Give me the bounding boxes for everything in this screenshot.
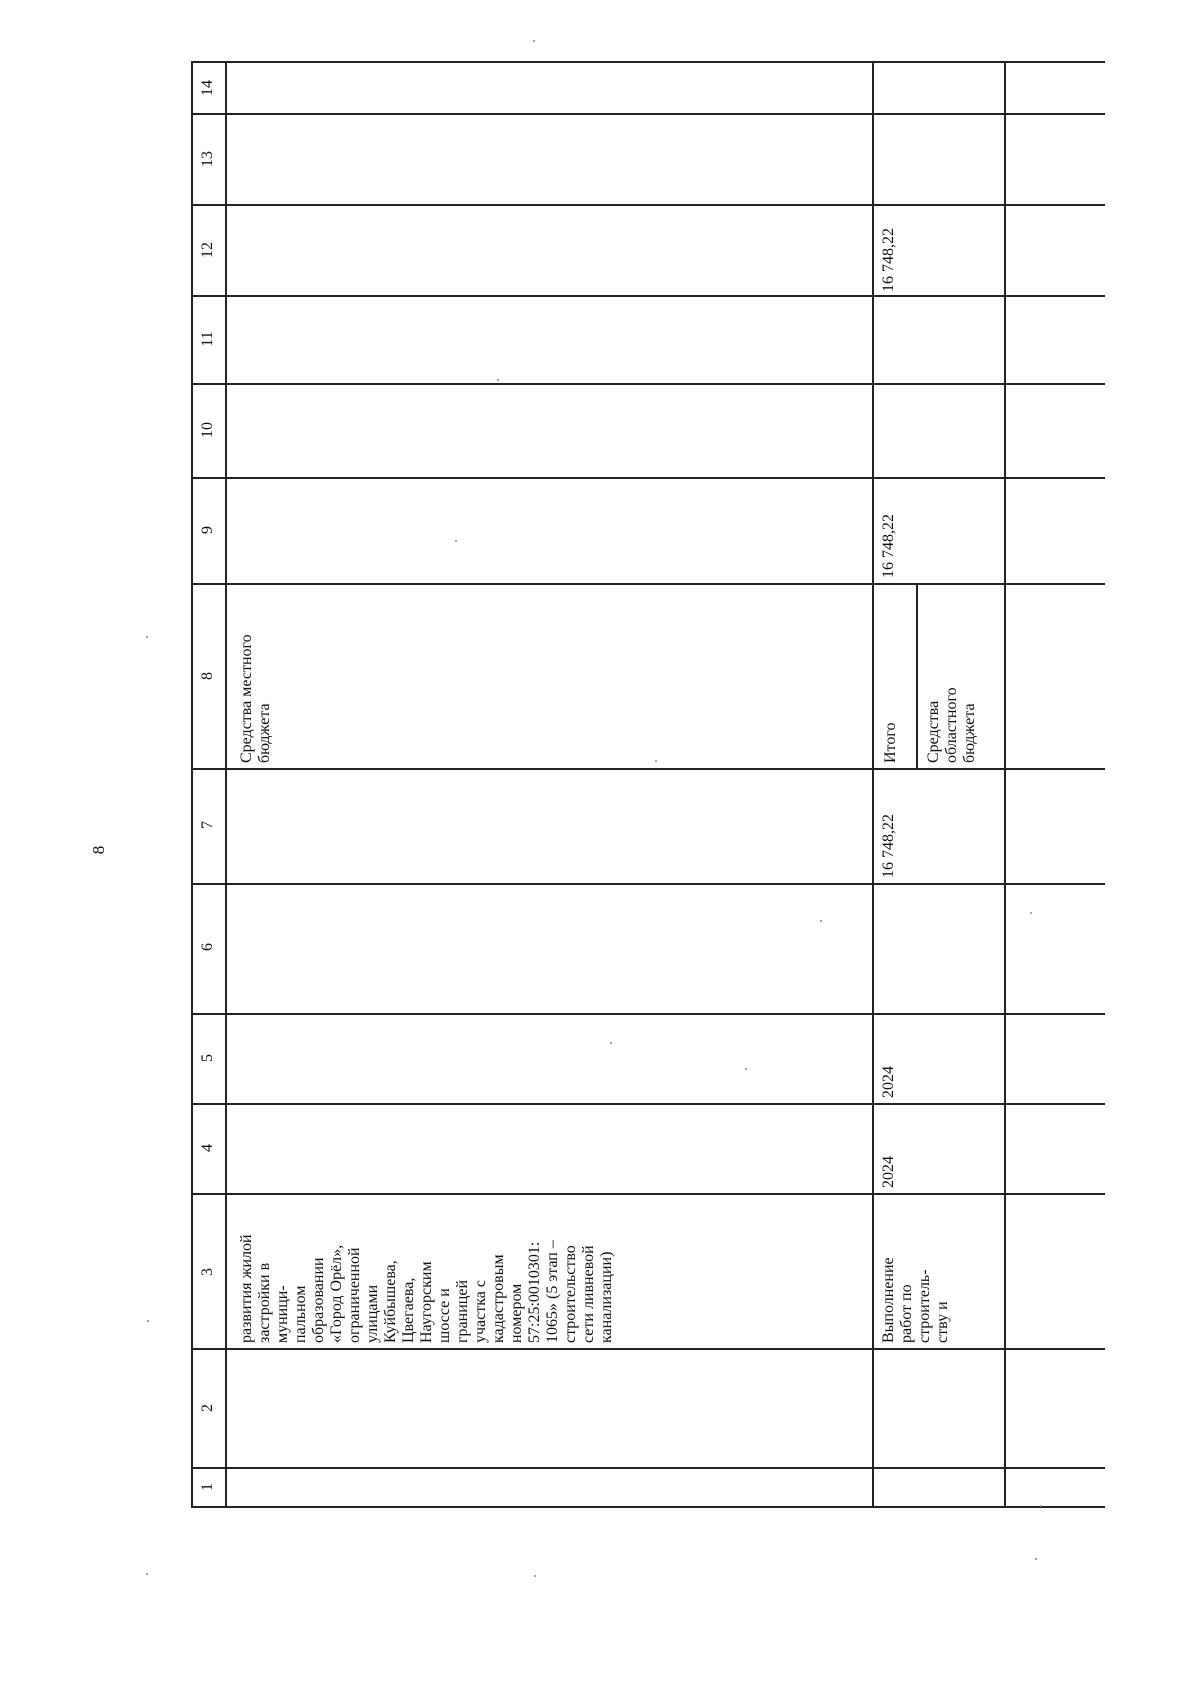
column-number-12: 12 bbox=[199, 242, 216, 258]
row-b-col4-year: 2024 bbox=[880, 1156, 897, 1188]
scan-speck bbox=[533, 40, 535, 42]
scan-speck bbox=[146, 636, 148, 638]
column-number-2: 2 bbox=[199, 1404, 216, 1412]
row-b-col7-amount: 16 748,22 bbox=[880, 814, 897, 878]
table-border-left bbox=[191, 61, 193, 1507]
scan-speck bbox=[497, 379, 499, 381]
row-a-col3-description: развития жилой застройки в муници- пальном образовании «Город Орёл», ограниченной улицами Куйбышева, Цвегаева, Наугорским шоссе и границей участка с кадастровым номером 57:25:0010301: 1065» (5 этап – строительство сети ливневой канализации) bbox=[238, 1234, 615, 1343]
scan-speck bbox=[1030, 912, 1032, 914]
column-number-1: 1 bbox=[199, 1483, 216, 1491]
row-divider bbox=[872, 61, 874, 1507]
table-divider bbox=[191, 1348, 1105, 1350]
scan-speck bbox=[534, 1575, 536, 1577]
table-border-top bbox=[191, 61, 1105, 63]
column-number-10: 10 bbox=[199, 422, 216, 438]
table-divider bbox=[191, 1467, 1105, 1469]
table-divider bbox=[191, 113, 1105, 115]
scan-speck bbox=[455, 540, 457, 542]
scan-speck bbox=[146, 1573, 148, 1575]
column-number-9: 9 bbox=[199, 526, 216, 534]
table-divider bbox=[191, 295, 1105, 297]
row-b-col8-divider bbox=[916, 583, 918, 768]
table-divider bbox=[191, 1013, 1105, 1015]
scan-speck bbox=[610, 1042, 612, 1044]
table-divider bbox=[191, 583, 1105, 585]
table-divider bbox=[191, 477, 1105, 479]
page-number: 8 bbox=[89, 845, 108, 855]
table-divider bbox=[191, 883, 1105, 885]
scan-speck bbox=[655, 760, 657, 762]
table-divider bbox=[191, 768, 1105, 770]
scan-speck bbox=[147, 1320, 149, 1322]
column-number-5: 5 bbox=[199, 1054, 216, 1062]
column-number-8: 8 bbox=[199, 672, 216, 680]
column-number-11: 11 bbox=[199, 331, 216, 347]
header-row-divider bbox=[225, 61, 227, 1507]
row-b-col3-description: Выполнение работ по строитель- ству и bbox=[880, 1257, 951, 1343]
row-b-col8-regional-budget: Средства областного бюджета bbox=[925, 687, 978, 763]
column-number-4: 4 bbox=[199, 1144, 216, 1152]
column-number-13: 13 bbox=[199, 151, 216, 167]
scan-speck bbox=[820, 920, 822, 922]
row-a-col8-funding-source: Средства местного бюджета bbox=[238, 634, 273, 763]
table-divider bbox=[191, 204, 1105, 206]
row-b-col5-year: 2024 bbox=[880, 1066, 897, 1098]
table-divider bbox=[191, 1103, 1105, 1105]
table-border-bottom bbox=[191, 1506, 1105, 1508]
row-b-col12-amount: 16 748,22 bbox=[880, 228, 897, 292]
table-divider bbox=[191, 383, 1105, 385]
table-border-right bbox=[1004, 61, 1006, 1507]
scan-speck bbox=[745, 1068, 747, 1070]
row-b-col8-total-label: Итого bbox=[882, 722, 899, 763]
row-b-col9-amount: 16 748,22 bbox=[880, 514, 897, 578]
column-number-6: 6 bbox=[199, 943, 216, 951]
column-number-7: 7 bbox=[199, 821, 216, 829]
scan-speck bbox=[1040, 1505, 1042, 1507]
column-number-3: 3 bbox=[199, 1268, 216, 1276]
column-number-14: 14 bbox=[199, 80, 216, 96]
scan-speck bbox=[1035, 1558, 1037, 1560]
